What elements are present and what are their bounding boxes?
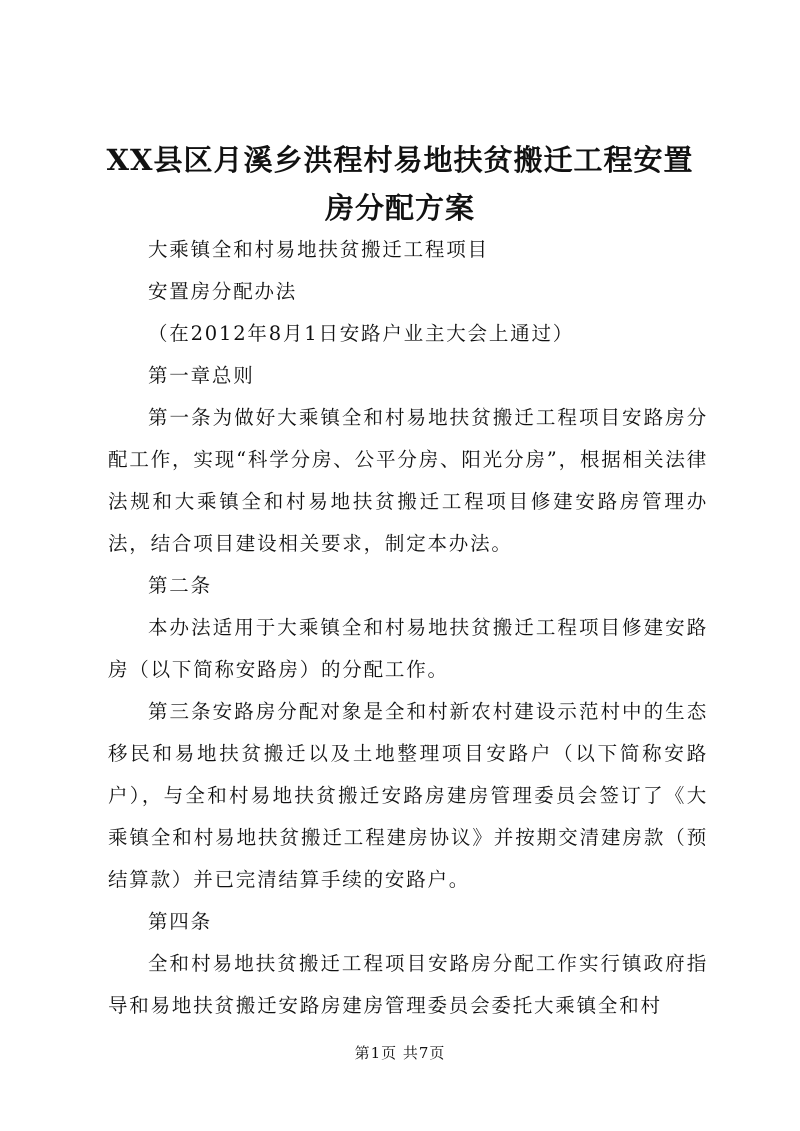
document-title-line-1: XX县区月溪乡洪程村易地扶贫搬迁工程安置 (106, 143, 694, 177)
paragraph-project-name: 大乘镇全和村易地扶贫搬迁工程项目 (148, 238, 489, 261)
paragraph-chapter-1: 第一章总则 (148, 364, 255, 387)
paragraph-article-2: 本办法适用于大乘镇全和村易地扶贫搬迁工程项目修建安路房（以下简称安路房）的分配工作。 (108, 616, 708, 681)
page-footer: 第1页 共7页 (354, 1044, 446, 1062)
paragraph-article-4-heading: 第四条 (148, 910, 212, 933)
paragraph-article-2-heading: 第二条 (148, 574, 212, 597)
paragraph-article-3: 第三条安路房分配对象是全和村新农村建设示范村中的生态移民和易地扶贫搬迁以及土地整理项目安路户（以下简称安路户），与全和村易地扶贫搬迁安路房建房管理委员会签订了《大乘镇全和村易地扶贫搬迁工程建房协议》并按期交清建房款（预结算款）并已完清结算手续的安路户。 (108, 700, 708, 891)
document-body (108, 229, 708, 1027)
document-title-line-2: 房分配方案 (324, 191, 475, 225)
paragraph-adoption-note: （在2012年8月1日安路户业主大会上通过） (148, 322, 575, 345)
paragraph-article-4: 全和村易地扶贫搬迁工程项目安路房分配工作实行镇政府指导和易地扶贫搬迁安路房建房管理委员会委托大乘镇全和村 (108, 952, 708, 1017)
paragraph-method-title: 安置房分配办法 (148, 280, 298, 303)
paragraph-article-1: 第一条为做好大乘镇全和村易地扶贫搬迁工程项目安路房分配工作，实现“科学分房、公平分房、阳光分房”，根据相关法律法规和大乘镇全和村易地扶贫搬迁工程项目修建安路房管理办法，结合项目建设相关要求，制定本办法。 (108, 406, 708, 555)
